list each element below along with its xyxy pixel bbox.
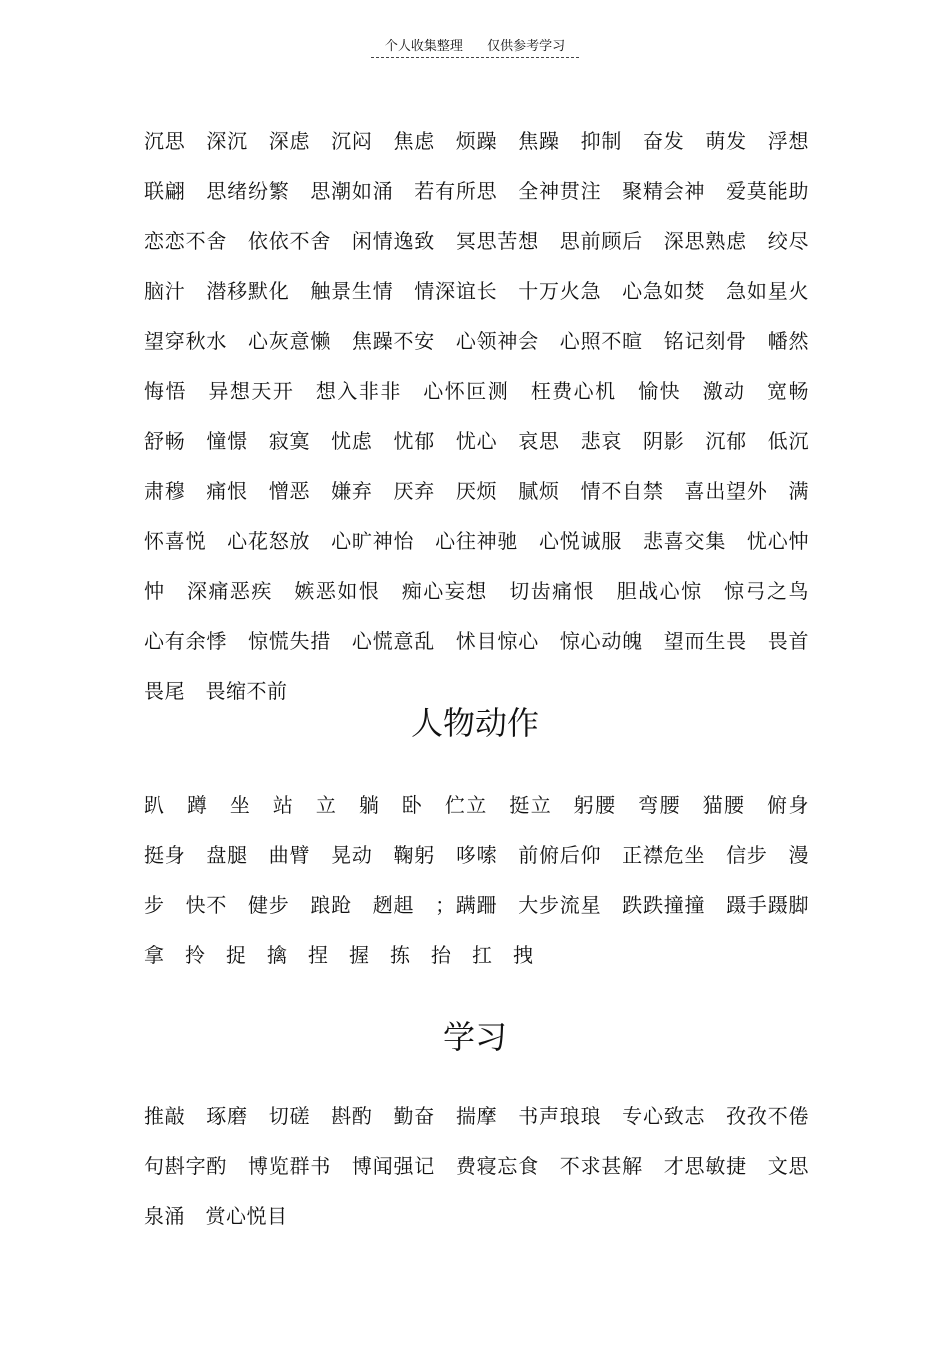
header-right-text: 仅供参考学习 <box>487 39 566 54</box>
emotion-words-paragraph: 沉思 深沉 深虑 沉闷 焦虑 烦躁 焦躁 抑制 奋发 萌发 浮想联翩 思绪纷繁 思潮如涌 若有所思 全神贯注 聚精会神 爱莫能助 恋恋不舍 依依不舍 闲情逸致 冥思苦想 思前顾后 深思熟虑 绞尽脑汁 潜移默化 触景生情 情深谊长 十万火急 心急如焚 急如星火 望穿秋水 心灰意懒 焦躁不安 心领神会 心照不暄 铭记刻骨 幡然悔悟 异想天开 想入非非 心怀叵测 枉费心机 愉快 激动 宽畅 舒畅 憧憬 寂寞 忧虑 忧郁 忧心 哀思 悲哀 阴影 沉郁 低沉 肃穆 痛恨 憎恶 嫌弃 厌弃 厌烦 腻烦 情不自禁 喜出望外 满怀喜悦 心花怒放 心旷神怡 心往神驰 心悦诚服 悲喜交集 忧心忡忡 深痛恶疾 嫉恶如恨 痴心妄想 切齿痛恨 胆战心惊 惊弓之鸟 心有余悸 惊慌失措 心慌意乱 怵目惊心 惊心动魄 望而生畏 畏首畏尾 畏缩不前 <box>144 129 830 703</box>
action-words-paragraph: 趴 蹲 坐 站 立 躺 卧 伫立 挺立 躬腰 弯腰 猫腰 俯身 挺身 盘腿 曲臂 晃动 鞠躬 哆嗦 前俯后仰 正襟危坐 信步 漫步 快不 健步 踉跄 趔趄 ；蹒跚 大步流星 跌跌撞撞 蹑手蹑脚 拿 拎 捉 擒 捏 握 拣 抬 扛 拽 <box>144 793 830 967</box>
page-header <box>0 38 950 58</box>
section-title-actions: 人物动作 <box>410 704 539 742</box>
header-left-text: 个人收集整理 <box>384 39 463 54</box>
study-words-paragraph: 推敲 琢磨 切磋 斟酌 勤奋 揣摩 书声琅琅 专心致志 孜孜不倦 句斟字酌 博览群书 博闻强记 费寝忘食 不求甚解 才思敏捷 文思泉涌 赏心悦目 <box>144 1104 830 1228</box>
section-title-study: 学习 <box>442 1018 507 1056</box>
header-line <box>371 38 579 58</box>
